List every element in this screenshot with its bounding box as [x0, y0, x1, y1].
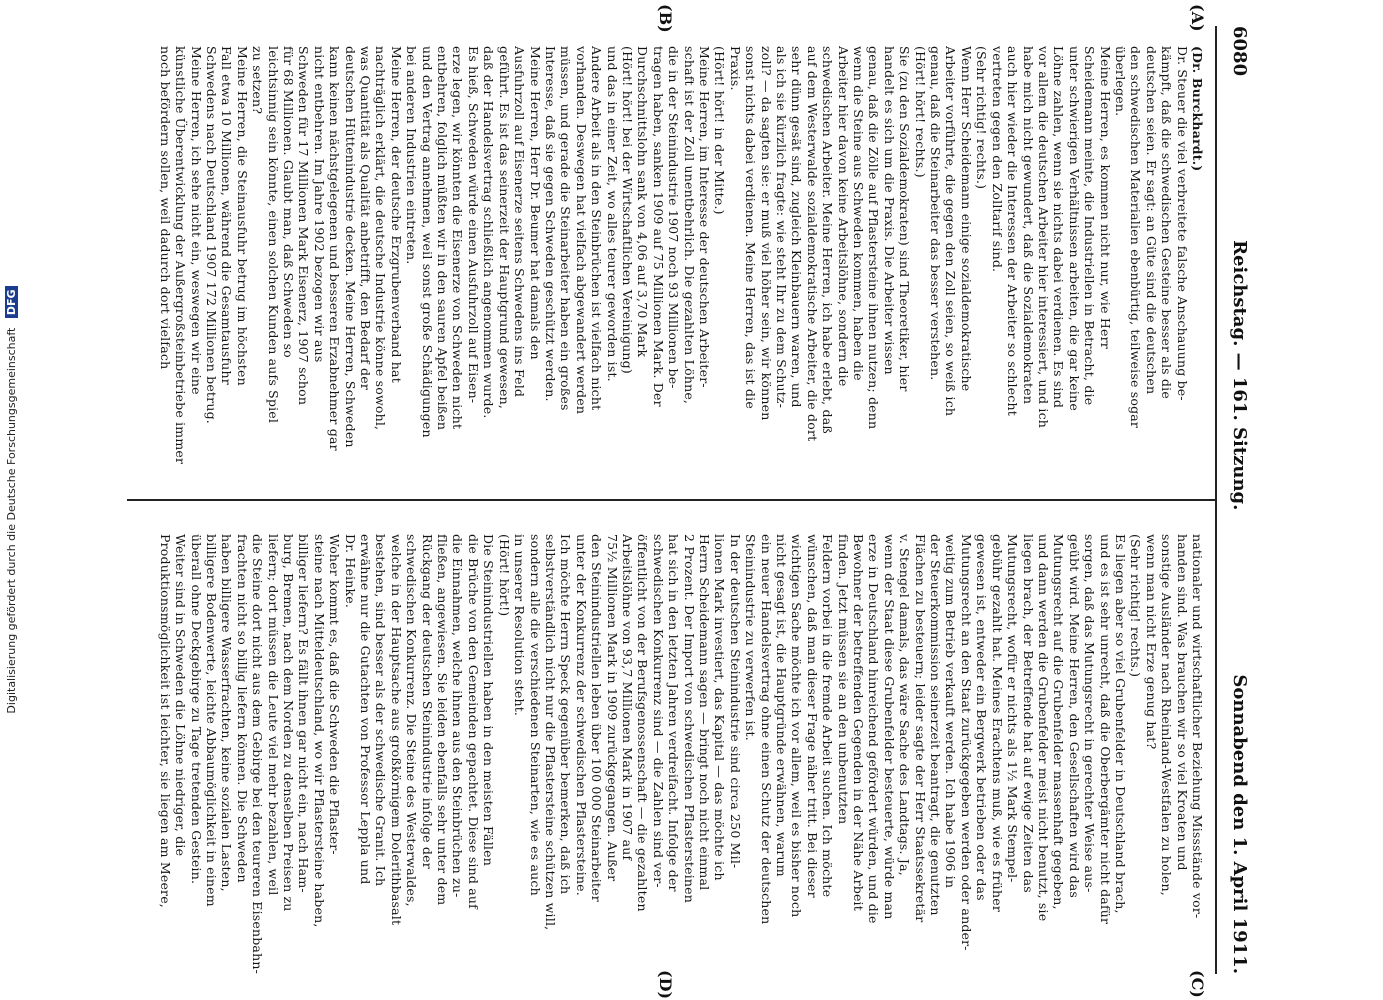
text-line: billigere Bodenwerte, leichte Abbaumöglichkeit in einem [204, 534, 219, 907]
text-line: sehr dünn gesät sind, zugleich Kleinbauern waren, und [789, 46, 805, 408]
text-line: schwedischen Arbeiter. Meine Herren, ich habe erlebt, daß [820, 46, 836, 434]
text-line: schaft ist der Zoll unentbehrlich. Die gezahlten Löhne, [681, 46, 697, 405]
text-line: und das in einer Zeit, wo alles teurer geworden ist. [604, 46, 620, 382]
text-line: nationaler und wirtschaftlicher Beziehung Missstände vor- [1190, 534, 1205, 919]
text-line: nicht entbehren. Im Jahre 1902 bezogen wir aus [311, 46, 327, 363]
text-line: Löhne zahlen, wenn sie nichts dabei verdienen. Es sind [1051, 46, 1067, 409]
text-line: billiger liefern? Es fällt ihnen gar nicht ein, nach Ham- [296, 534, 312, 893]
text-line: welche in der Hauptsache aus großkörnigem Dolerithbasalt [388, 534, 404, 926]
text-line: (Hört! hört!) [496, 534, 512, 617]
text-line: wenn man nicht Erze genug hat? [1143, 534, 1159, 750]
text-line: als ich sie kürzlich fragte: wie steht Ihr zu dem Schutz- [774, 46, 790, 409]
text-line: 75½ Millionen Mark in 1909 zurückgegangen. Außer [604, 534, 620, 882]
text-line: Mutungsrecht, wofür er nichts als 1½ Mark Stempel- [1005, 534, 1021, 883]
text-line: geübt wird. Meine Herren, den Gesellschaften wird das [1066, 534, 1082, 899]
text-line: leichtsinnig sein könnte, einen solchen Kunden aufs Spiel [265, 46, 281, 424]
text-line: burg, Bremen, nach dem Norden zu denselben Preisen zu [281, 534, 297, 912]
text-line: sonstige Ausländer nach Rheinland-Westfalen zu holen, [1159, 534, 1175, 896]
text-line: daß der Handelsvertrag schließlich angenommen wurde. [481, 46, 497, 419]
text-line: (Hört! hört! in der Mitte.) [712, 46, 728, 215]
dfg-logo: DFG [5, 286, 18, 318]
text-line: Dr. Heinke. [342, 534, 358, 609]
text-line: unter schwierigen Verhältnissen arbeiten, die gar keine [1066, 46, 1082, 411]
text-line: liefern; dort müssen die Leute viel mehr bezahlen, weil [265, 534, 281, 896]
text-line: was Quantität als Qualität anbetrifft, den Bedarf der [358, 46, 374, 391]
text-line: für 68 Millionen. Glaubt man, daß Schweden so [281, 46, 297, 358]
text-line: habe mich nicht gewundert, daß die Sozialdemokraten [1020, 46, 1036, 405]
text-line: frachten nicht so billig liefern können. Die Schweden [234, 534, 250, 883]
page-title: Reichstag. — 161. Sitzung. [1229, 240, 1251, 511]
text-line: und den Vertrag annehmen, weil sonst große Schädigungen [419, 46, 435, 438]
text-line: Bewohner der betreffenden Gegenden in der Nähe Arbeit [851, 534, 867, 911]
text-line: (Hört! hört! rechts.) [912, 46, 928, 178]
text-line: Scheidemann meinte, die Industriellen in Betracht, die [1082, 46, 1098, 406]
text-line: finden. Jetzt müssen sie an den unbenutzten [835, 534, 851, 825]
text-line: (Dr. Burckhardt.) [1190, 46, 1205, 172]
text-line: wichtigen Sache möchte ich vor allem, weil es bisher noch [789, 534, 805, 918]
margin-label-d: (D) [656, 970, 675, 1000]
text-line: Sie (zu den Sozialdemokraten) sind Theoretiker, hier [897, 46, 913, 392]
text-line: hat sich in den letzten Jahren verdreifacht. Infolge der [666, 534, 682, 892]
text-line: und es ist sehr unrecht, daß die Oberbergämter nicht dafür [1097, 534, 1113, 925]
text-line: handelt es sich um die Praxis. Die Arbeiter wissen [881, 46, 897, 375]
text-line: erwähne nur die Gutachten von Professor Leppla und [358, 534, 374, 885]
text-line: überlegen. [1112, 46, 1128, 117]
text-line: Praxis. [727, 46, 743, 91]
text-line: und dann werden die Grubenfelder meist nicht benutzt, sie [1035, 534, 1051, 922]
text-line: Andere Arbeit als in den Steinbrüchen ist vielfach nicht [589, 46, 605, 411]
text-line: Meine Herren, Herr Dr. Beumer hat damals den [527, 46, 543, 360]
text-line: deutschen Hüttenindustrie decken. Meine Herren, Schweden [342, 46, 358, 448]
text-line: Flächen zu besteuern; leider sagte der Herr Staatssekretär [912, 534, 928, 923]
text-line: genau, daß die Zölle auf Pflastersteine ihnen nutzen; denn [866, 46, 882, 430]
text-line: sonst nichts dabei verdienen. Meine Herren, das ist die [743, 46, 759, 409]
text-line: die Steine dort nicht aus dem Gebirge bei den teureren Eisenbahn- [250, 534, 266, 974]
text-line: zoll? — da sagten sie: er muß viel höher sein, wir können [758, 46, 774, 421]
text-line: in unserer Resolution steht. [512, 534, 528, 717]
text-line: vor allem die deutschen Arbeiter hier interessiert, und ich [1035, 46, 1051, 429]
text-line: Schwedens nach Deutschland 1907 172 Millionen betrug. [204, 46, 219, 424]
right-column [145, 534, 1205, 974]
text-line: liegen brach, der Betreffende hat auf ewige Zeiten das [1020, 534, 1036, 893]
text-line: Feldern vorbei in die fremde Arbeit suchen. Ich möchte [820, 534, 836, 898]
text-line: Meine Herren, die Steinausfuhr betrug im höchsten [234, 46, 250, 386]
rotated-page [111, 0, 1271, 1000]
text-line: Es liegen aber so viel Grubenfelder in Deutschland brach, [1112, 534, 1128, 914]
margin-label-b: (B) [656, 4, 675, 33]
text-line: wünschen, daß man dieser Frage näher tritt. Bei dieser [804, 534, 820, 898]
page-date: Sonnabend den 1. April 1911. [1229, 674, 1251, 974]
left-column [145, 46, 1205, 486]
text-line: auf dem Westerwalde sozialdemokratische Arbeiter, die dort [804, 46, 820, 442]
text-line: genau, daß die Steinarbeiter das besser verstehen. [928, 46, 944, 381]
text-line: Ich möchte Herrn Speck gegenüber bemerken, daß ich [558, 534, 574, 895]
text-line: die Einnahmen, welche ihnen aus den Steinbrüchen zu- [450, 534, 466, 898]
text-line: kämpft, daß die schwedischen Gesteine besser als die [1159, 46, 1175, 399]
text-line: geführt. Es ist das seinerzeit der Hauptgrund gewesen, [496, 46, 512, 410]
text-line: v. Stengel damals, das wäre Sache des Landtags. Ja, [897, 534, 913, 876]
text-line: schwedischen Konkurrenz. Die Steine des Westerwaldes, [404, 534, 420, 907]
text-line: bei anderen Industrien eintreten. [404, 46, 420, 265]
text-line: Arbeiter hier davon keine Arbeitslöhne, sondern die [835, 46, 851, 387]
text-line: den schwedischen Materialien ebenbürtig, teilweise sogar [1128, 46, 1144, 429]
text-line: erze legen, wir könnten die Eisenerze von Schweden nicht [450, 46, 466, 430]
text-line: Arbeiter vorführte, die gegen den Zoll seien, so weiß ich [943, 46, 959, 417]
text-line: vorhanden. Deswegen hat vielfach abgewandert werden [573, 46, 589, 415]
text-line: Mutungsrecht an den Staat zurückgegeben werden oder ander- [958, 534, 974, 951]
text-line: In der deutschen Steinindustrie sind circa 250 Mil- [727, 534, 743, 869]
text-line: (Sehr richtig! rechts.) [1128, 534, 1144, 678]
text-line: Steinindustrie zu verwerfen ist. [743, 534, 759, 741]
text-line: weitig zum Betrieb verkauft werden. Ich habe 1906 in [943, 534, 959, 889]
text-line: müssen, und gerade die Steinarbeiter haben ein großes [558, 46, 574, 411]
text-line: erze in Deutschland hinreichend gefördert würden, und die [866, 534, 882, 924]
text-line: Durchschnittslohn sank von 4,06 auf 3,70 Mark [635, 46, 651, 358]
text-line: überall ohne Deckgebirge zu Tage tretenden Gestein. [188, 534, 204, 885]
column-divider [127, 499, 1217, 501]
text-line: Meine Herren, es kommen nicht nur, wie Herr [1097, 46, 1113, 349]
text-line: deutschen seien. Er sagt: an Güte sind die deutschen [1143, 46, 1159, 395]
text-line: öffentlicht von der Berufsgenossenschaft — die gezahlten [635, 534, 651, 912]
text-line: Die Steinindustriellen haben in den meisten Fällen [481, 534, 497, 866]
text-line: steine nach Mitteldeutschland, wo wir Pflastersteine haben, [311, 534, 327, 928]
text-line: kann keinen nächstgelegenen und besseren Erzabnehmer gar [327, 46, 343, 451]
text-line: Rückgang der deutschen Steinindustrie infolge der [419, 534, 435, 869]
text-line: nicht gesagt ist, die Hauptgründe erwähnen, warum [774, 534, 790, 877]
text-line: gebühr gezahlt hat. Meines Erachtens muß, wie es früher [989, 534, 1005, 913]
text-line: Woher kommt es, daß die Schweden die Pflaster- [327, 534, 343, 855]
text-line: 2 Prozent. Der Import von schwedischen Pflastersteinen [681, 534, 697, 903]
text-line: noch befördern sollen, weil dadurch dort vielfach [157, 46, 173, 370]
text-line: Weiter sind in Schweden die Löhne niedriger, die [173, 534, 189, 857]
text-line: Meine Herren, ich sehe nicht ein, weswegen wir eine [188, 46, 204, 395]
page-header [1227, 26, 1253, 974]
text-line: tragen haben, sanken 1909 auf 75 Millionen Mark. Der [650, 46, 666, 407]
text-line: Meine Herren, der deutsche Erzgrubenverband hat [388, 46, 404, 383]
text-line: Schweden für 17 Millionen Mark Eisenerz, 1907 schon [296, 46, 312, 406]
text-line: zu setzen? [250, 46, 266, 115]
text-line: Dr. Steuer die viel verbreitete falsche Anschauung be- [1174, 46, 1190, 401]
text-line: wenn der Staat diese Grubenfelder besteuerte, würde man [881, 534, 897, 920]
text-line: fließen, angewiesen. Sie leiden ebenfalls sehr unter dem [435, 534, 451, 906]
text-line: handen sind. Was brauchen wir so viel Kroaten und [1174, 534, 1190, 871]
text-line: Fall etwa 10 Millionen, während die Gesamtausfuhr [219, 46, 235, 385]
text-line: haben billigere Wasserfrachten, keine sozialen Lasten, [219, 534, 235, 892]
text-line: künstliche Überentwicklung der Außergroßsteinbetriebe immer [173, 46, 189, 465]
text-line: den Steinindustriellen leben über 100 000 Steinarbeiter [589, 534, 605, 902]
margin-label-c: (C) [1188, 970, 1207, 998]
text-line: Mutungsrecht auf die Grubenfelder massenhaft gegeben, [1051, 534, 1067, 910]
text-line: die Brüche von den Gemeinden gepachtet. Diese sind auf [465, 534, 481, 910]
text-line: lionen Mark investiert, das Kapital — das möchte ich [712, 534, 728, 881]
text-line: ein neuer Handelsvertrag ohne einen Schutz der deutschen [758, 534, 774, 925]
text-line: sorgen, daß das Mutungsrecht in gerechter Weise aus- [1082, 534, 1098, 893]
text-line: Meine Herren, im Interesse der deutschen Arbeiter- [697, 46, 712, 388]
text-line: Ausfuhrzoll auf Eisenerze seitens Schwedens ins Feld [512, 46, 528, 398]
text-line: vertreten gegen den Zolltarif sind. [989, 46, 1005, 273]
text-line: entbehren, folglich müßten wir in den sauren Apfel beißen [435, 46, 451, 431]
text-line: gewesen ist, entweder ein Bergwerk betrieben oder das [974, 534, 990, 901]
page-number: 6080 [1229, 26, 1251, 77]
text-line: auch hier wieder die Interessen der Arbeiter so schlecht [1005, 46, 1021, 416]
text-line: schwedischen Konkurrenz sind — die Zahlen sind ver- [650, 534, 666, 888]
funding-note-text: Digitalisierung gefördert durch die Deutsche Forschungsgemeinschaft [5, 327, 18, 714]
text-line: nachträglich erklärt, die deutsche Industrie könne sowohl, [373, 46, 389, 431]
text-line: Produktionsmöglichkeit ist leichter, sie liegen am Meere, [157, 534, 173, 908]
text-line: der Steuerkommission seinerzeit beantragt, die genutzten [928, 534, 944, 916]
text-line: Arbeitslöhne von 93,7 Millionen Mark in 1907 auf [619, 534, 635, 861]
text-line: Herrn Scheidemann sagen — bringt noch nicht einmal [697, 534, 712, 891]
text-line: selbstverständlich nicht nur die Pflastersteine schützen will, [542, 534, 558, 931]
text-line: Es hieß, Schweden würde einen Ausfuhrzoll auf Eisen- [465, 46, 481, 404]
text-line: die in der Steinindustrie 1907 noch 93 Millionen be- [666, 46, 682, 389]
margin-label-a: (A) [1188, 4, 1207, 32]
text-line: unter der Konkurrenz der schwedischen Pflastersteine. [573, 534, 589, 896]
funding-note [5, 60, 19, 940]
text-line: (Hört! hört! bei der Wirtschaftlichen Vereinigung) [619, 46, 635, 374]
text-line: bestehen, sind besser als der schwedische Granit. Ich [373, 534, 389, 887]
text-line: Wenn Herr Scheidemann einige sozialdemokratische [958, 46, 974, 392]
text-line: Interesse, daß sie gegen Schweden geschützt werden. [542, 46, 558, 402]
text-line: (Sehr richtig! rechts.) [974, 46, 990, 190]
text-line: wenn die Steine aus Schweden kommen, haben die [851, 46, 867, 381]
text-line: sondern alle die verschiedenen Steinarten, wie es auch [527, 534, 543, 896]
